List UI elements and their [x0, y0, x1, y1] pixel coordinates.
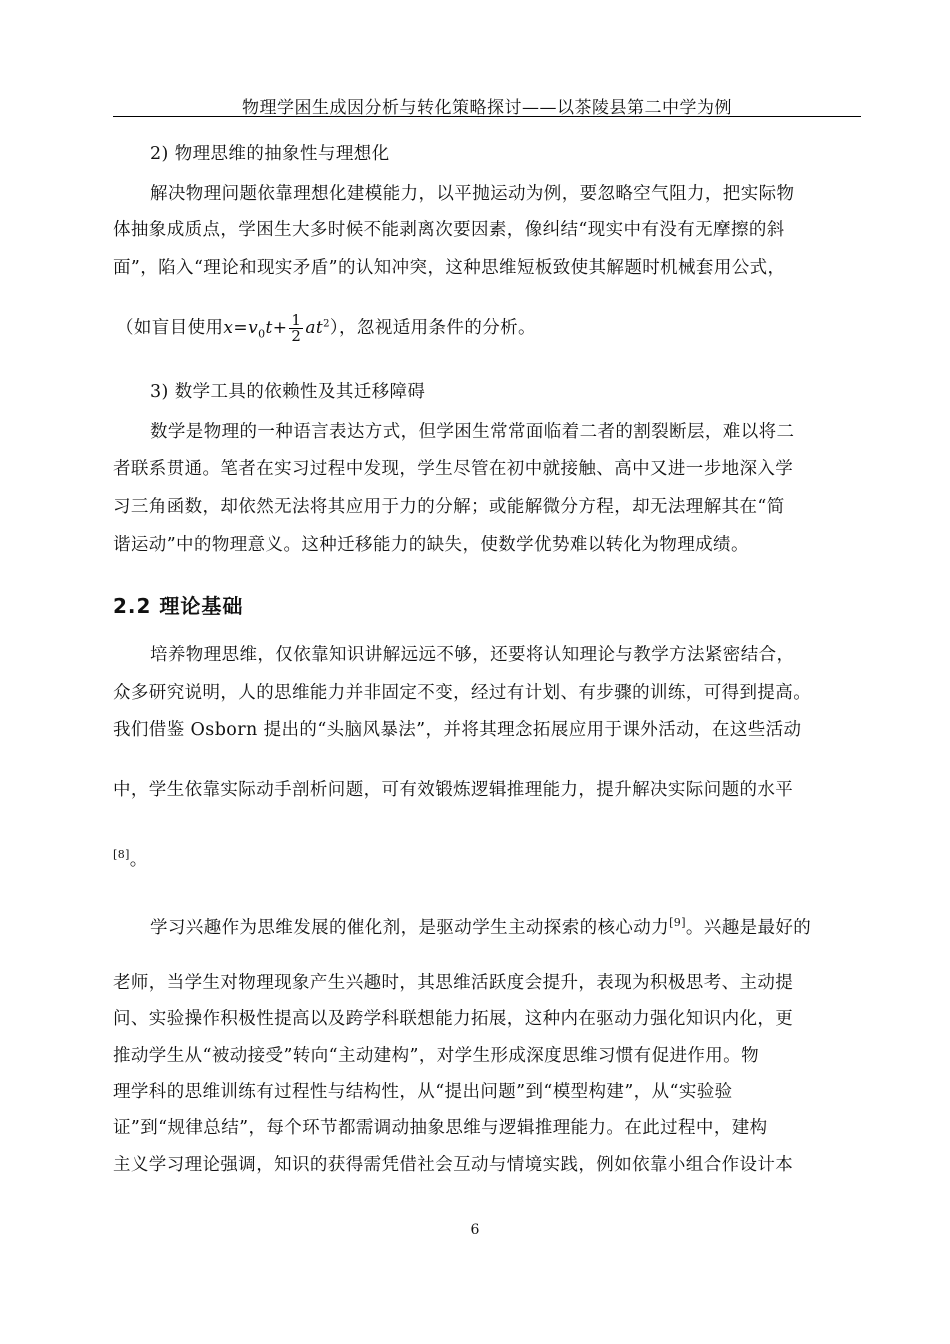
paragraph-line: 众多研究说明，人的思维能力并非固定不变，经过有计划、有步骤的训练，可得到提高。 — [113, 683, 812, 703]
subsection-heading-3: 3) 数学工具的依赖性及其迁移障碍 — [150, 382, 426, 402]
paragraph-line: 中，学生依靠实际动手剖析问题，可有效锻炼逻辑推理能力，提升解决实际问题的水平 — [113, 780, 794, 800]
header-rule — [113, 116, 861, 117]
paragraph-line: 面”，陷入“理论和现实矛盾”的认知冲突，这种思维短板致使其解题时机械套用公式， — [113, 258, 786, 278]
running-header: 物理学困生成因分析与转化策略探讨——以茶陵县第二中学为例 — [242, 98, 732, 118]
formula-suffix: ），忽视适用条件的分析。 — [329, 318, 536, 338]
paragraph-line: 者联系贯通。笔者在实习过程中发现，学生尽管在初中就接触、高中又进一步地深入学 — [113, 459, 794, 479]
paragraph-line: 老师，当学生对物理现象产生兴趣时，其思维活跃度会提升，表现为积极思考、主动提 — [113, 973, 794, 993]
section-heading: 2.2 理论基础 — [113, 594, 244, 618]
citation-8: [8] — [113, 848, 130, 862]
paragraph-line: 数学是物理的一种语言表达方式，但学困生常常面临着二者的割裂断层，难以将二 — [150, 422, 795, 442]
paragraph-line: 解决物理问题依靠理想化建模能力，以平抛运动为例，要忽略空气阻力，把实际物 — [150, 184, 795, 204]
paragraph-line: 培养物理思维，仅依靠知识讲解远远不够，还要将认知理论与教学方法紧密结合， — [150, 645, 795, 665]
paragraph-line: 习三角函数，却依然无法将其应用于力的分解；或能解微分方程，却无法理解其在“简 — [113, 497, 785, 517]
subsection-heading-2: 2) 物理思维的抽象性与理想化 — [150, 144, 390, 164]
page-number: 6 — [470, 1222, 480, 1238]
fraction-one-half: $\frac{1}{2}$ — [291, 311, 302, 345]
paragraph-line: 推动学生从“被动接受”转向“主动建构”，对学生形成深度思维习惯有促进作用。物 — [113, 1046, 759, 1066]
paragraph-line: 学习兴趣作为思维发展的催化剂，是驱动学生主动探索的核心动力[9]。兴趣是最好的 — [150, 916, 812, 938]
formula-line — [116, 313, 856, 344]
paragraph-line-end: [8]。 — [113, 848, 148, 870]
paragraph-line: 谐运动”中的物理意义。这种迁移能力的缺失，使数学优势难以转化为物理成绩。 — [113, 535, 749, 555]
paragraph-line: 证”到“规律总结”，每个环节都需调动抽象思维与逻辑推理能力。在此过程中，建构 — [113, 1118, 768, 1138]
formula-prefix: （如盲目使用 — [116, 318, 224, 338]
paragraph-line: 主义学习理论强调，知识的获得需凭借社会互动与情境实践，例如依靠小组合作设计本 — [113, 1155, 794, 1175]
citation-9: [9] — [669, 916, 686, 930]
paragraph-line: 体抽象成质点，学困生大多时候不能剥离次要因素，像纠结“现实中有没有无摩擦的斜 — [113, 220, 785, 240]
kinematics-formula: $x=v_0t+$ $\frac{1}{2}$ $at^2$ — [223, 311, 330, 345]
paragraph-line: 我们借鉴 Osborn 提出的“头脑风暴法”，并将其理念拓展应用于课外活动，在这些活动 — [113, 720, 802, 740]
paragraph-line: 问、实验操作积极性提高以及跨学科联想能力拓展，这种内在驱动力强化知识内化，更 — [113, 1009, 794, 1029]
paragraph-line: 理学科的思维训练有过程性与结构性，从“提出问题”到“模型构建”，从“实验验 — [113, 1082, 733, 1102]
